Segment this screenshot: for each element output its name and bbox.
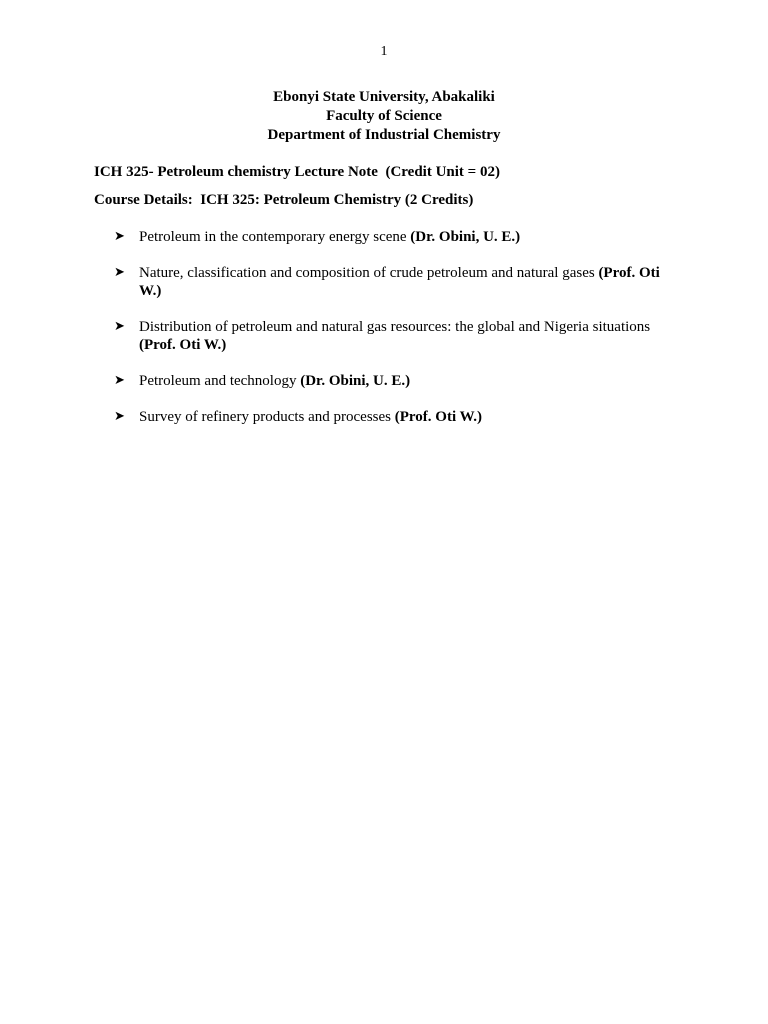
- topic-text: Distribution of petroleum and natural gas resources: the global and Nigeria situations: [139, 319, 651, 335]
- topic-lecturer: (Prof. Oti W.): [394, 409, 482, 425]
- topic-text: Petroleum in the contemporary energy scene: [139, 229, 411, 245]
- arrow-bullet-icon: ➤: [114, 265, 125, 280]
- topic-item: [114, 408, 674, 426]
- arrow-bullet-icon: ➤: [114, 373, 125, 388]
- topic-list: [114, 228, 674, 444]
- department-name: Department of Industrial Chemistry: [267, 127, 501, 143]
- arrow-bullet-icon: ➤: [114, 409, 125, 424]
- topic-text: Nature, classification and composition of crude petroleum and natural gases: [139, 265, 599, 281]
- document-header: [0, 88, 768, 145]
- topic-lecturer: (Prof. Oti W.): [139, 337, 227, 353]
- arrow-bullet-icon: ➤: [114, 229, 125, 244]
- page-number: 1: [380, 44, 388, 59]
- topic-text: Survey of refinery products and processes: [139, 409, 395, 425]
- topic-item: [114, 372, 674, 390]
- faculty-name: Faculty of Science: [326, 108, 442, 124]
- topic-text: Petroleum and technology: [139, 373, 301, 389]
- topic-lecturer: (Dr. Obini, U. E.): [300, 373, 411, 389]
- course-title: ICH 325- Petroleum chemistry Lecture Note (Credit Unit = 02): [94, 164, 500, 180]
- topic-item: [114, 264, 674, 300]
- topic-lecturer: (Prof. Oti W.): [139, 265, 660, 299]
- topic-item: [114, 318, 674, 354]
- arrow-bullet-icon: ➤: [114, 319, 125, 334]
- university-name: Ebonyi State University, Abakaliki: [273, 89, 495, 105]
- course-details: Course Details: ICH 325: Petroleum Chemistry (2 Credits): [94, 192, 474, 208]
- topic-item: [114, 228, 674, 246]
- topic-lecturer: (Dr. Obini, U. E.): [410, 229, 521, 245]
